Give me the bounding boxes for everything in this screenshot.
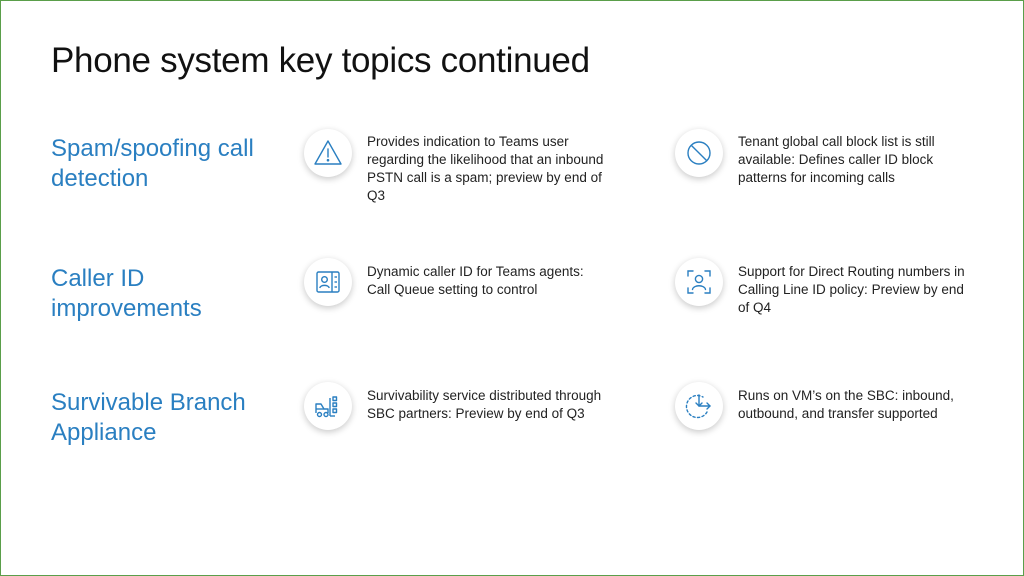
item-text-runs-on-vm: Runs on VM’s on the SBC: inbound, outbound, and transfer supported (738, 388, 954, 421)
contact-card-icon (304, 258, 352, 306)
forklift-icon (304, 382, 352, 430)
row-heading-survivable-branch: Survivable Branch Appliance (51, 389, 246, 446)
warning-triangle-icon (304, 129, 352, 177)
slide-title: Phone system key topics continued (51, 41, 590, 80)
item-text-survivability-service: Survivability service distributed through SBC partners: Preview by end of Q3 (367, 388, 602, 421)
item-text-direct-routing: Support for Direct Routing numbers in Calling Line ID policy: Preview by end of Q4 (738, 264, 965, 315)
transfer-arrow-icon (675, 382, 723, 430)
item-text-spam-indication: Provides indication to Teams user regarding the likelihood that an inbound PSTN call is a spam; preview by end of Q3 (367, 134, 604, 203)
person-frame-icon (675, 258, 723, 306)
item-text-dynamic-caller-id: Dynamic caller ID for Teams agents: Call Queue setting to control (367, 264, 584, 297)
row-heading-spam: Spam/spoofing call detection (51, 135, 254, 192)
item-text-block-list: Tenant global call block list is still available: Defines caller ID block patterns for incoming calls (738, 134, 935, 185)
row-heading-caller-id: Caller ID improvements (51, 265, 202, 322)
block-icon (675, 129, 723, 177)
